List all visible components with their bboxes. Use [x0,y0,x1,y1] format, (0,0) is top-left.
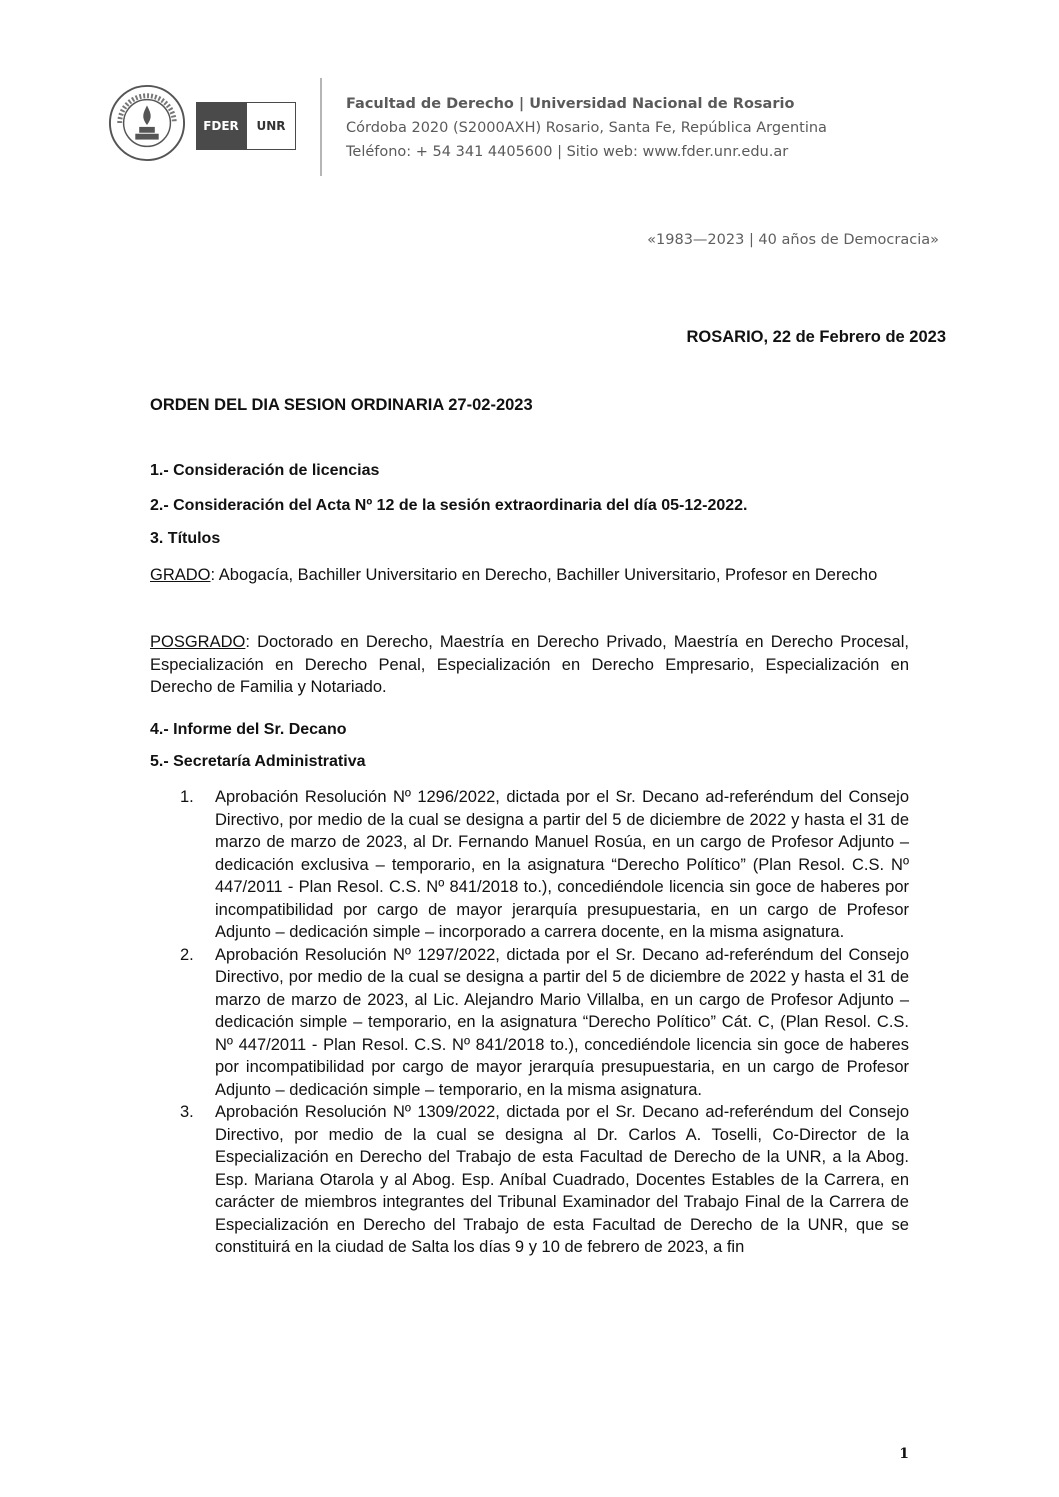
posgrado-paragraph [150,631,909,699]
list-item-text: Aprobación Resolución Nº 1297/2022, dictada por el Sr. Decano ad-referéndum del Consejo Directivo, por medio de la cual se designa a partir del 5 de diciembre de 2022 y hasta el 31 de marzo de marzo de 2023, al Lic. Alejandro Mario Villalba, en un cargo de Profesor Adjunto – dedicación simple – temporario, en la asignatura “Derecho Político” Cát. C, (Plan Resol. C.S. Nº 447/2011 - Plan Resol. C.S. Nº 841/2018 to.), concediéndole licencia sin goce de haberes por incompatibilidad por cargo de mayor jerarquía presupuestaria, en un cargo de Profesor Adjunto – dedicación simple – temporario, en la misma asignatura. [215,945,909,1099]
agenda-item-1: 1.- Consideración de licencias [150,462,380,479]
document-date: ROSARIO, 22 de Febrero de 2023 [686,328,946,346]
agenda-item-4: 4.- Informe del Sr. Decano [150,721,347,738]
document-title: ORDEN DEL DIA SESION ORDINARIA 27-02-2023 [150,396,533,414]
institution-contact: Teléfono: + 54 341 4405600 | Sitio web: www.fder.unr.edu.ar [346,144,789,160]
fder-logo: FDER [196,102,246,150]
list-item [150,1101,909,1259]
unr-logo: UNR [246,102,296,150]
list-item [150,786,909,944]
list-item [150,944,909,1102]
seal-graphic [108,84,186,162]
agenda-item-3: 3. Títulos [150,530,221,547]
header-divider [320,78,322,176]
grado-label: GRADO [150,566,211,584]
list-item-number: 2. [180,945,194,964]
list-item-number: 1. [180,788,194,806]
posgrado-text: : Doctorado en Derecho, Maestría en Derecho Privado, Maestría en Derecho Procesal, Especialización en Derecho Penal, Especialización en Derecho Empresario, Especialización en Derecho de Familia y Notariado. [150,633,909,696]
university-seal-logo [108,84,186,162]
institution-name: Facultad de Derecho | Universidad Nacional de Rosario [346,96,795,112]
agenda-item-2: 2.- Consideración del Acta Nº 12 de la sesión extraordinaria del día 05-12-2022. [150,497,748,514]
agenda-item-5: 5.- Secretaría Administrativa [150,753,366,770]
motto: «1983—2023 | 40 años de Democracia» [647,232,939,248]
list-item-text: Aprobación Resolución Nº 1296/2022, dictada por el Sr. Decano ad-referéndum del Consejo Directivo, por medio de la cual se designa a partir del 5 de diciembre de 2022 y hasta el 31 de marzo de marzo de 2023, al Dr. Fernando Manuel Rosúa, en un cargo de Profesor Adjunto – dedicación exclusiva – temporario, en la asignatura “Derecho Político” (Plan Resol. C.S. Nº 447/2011 - Plan Resol. C.S. Nº 841/2018 to.), concediéndole licencia sin goce de haberes por incompatibilidad por cargo de mayor jerarquía presupuestaria, en un cargo de Profesor Adjunto – dedicación simple – incorporado a carrera docente, en la misma asignatura. [215,788,909,941]
posgrado-label: POSGRADO [150,633,246,651]
list-item-number: 3. [180,1103,194,1121]
institution-info [346,92,827,164]
institution-address: Córdoba 2020 (S2000AXH) Rosario, Santa Fe, República Argentina [346,120,827,136]
letterhead [108,78,968,188]
resolutions-list [150,786,909,1259]
grado-paragraph [150,564,909,587]
brand-logos [196,102,296,150]
grado-text: : Abogacía, Bachiller Universitario en Derecho, Bachiller Universitario, Profesor en Derecho [210,566,878,584]
page-number: 1 [899,1446,909,1462]
list-item-text: Aprobación Resolución Nº 1309/2022, dictada por el Sr. Decano ad-referéndum del Consejo Directivo, por medio de la cual se designa al Dr. Carlos A. Toselli, Co-Director de la Especialización en Derecho del Trabajo de esta Facultad de Derecho de la UNR, a la Abog. Esp. Mariana Otarola y al Abog. Esp. Aníbal Cuadrado, Docentes Estables de la Carrera, en carácter de miembros integrantes del Tribunal Examinador del Trabajo Final de la Carrera de Especialización en Derecho del Trabajo de esta Facultad de Derecho de la UNR, que se constituirá en la ciudad de Salta los días 9 y 10 de febrero de 2023, a fin [215,1103,909,1256]
